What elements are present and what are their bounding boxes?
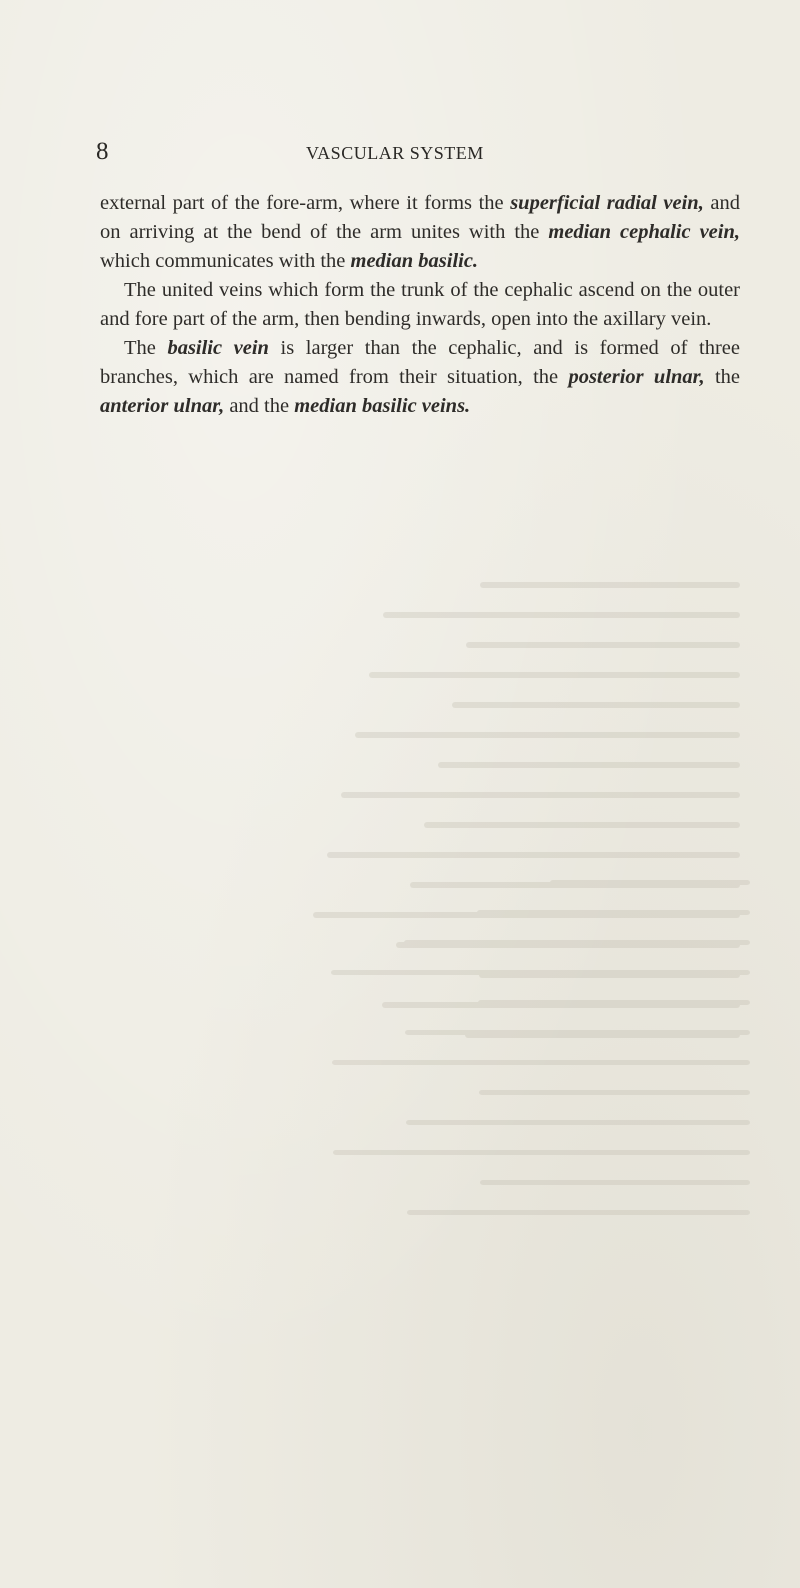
text-run: external part of the fore-arm, where it forms the — [100, 192, 511, 214]
bleed-line — [369, 672, 740, 678]
bleed-line — [407, 1210, 750, 1215]
text-run: The united veins which form the trunk of the cephalic ascend on the outer and fore part of the arm, then bending inwards, open into the axillary vein. — [100, 279, 740, 330]
bleed-line — [478, 1000, 750, 1005]
bleed-line — [438, 762, 740, 768]
bleed-line — [477, 910, 750, 915]
page-number: 8 — [96, 138, 109, 165]
bleed-line — [355, 732, 740, 738]
bleed-line — [550, 880, 750, 885]
text-run: is larger than the cephalic, and is formed of three branches, which are named from their situation, the — [100, 337, 740, 388]
italic-term: basilic vein — [167, 337, 269, 359]
bleed-line — [479, 972, 740, 978]
body-text — [100, 189, 740, 421]
bleed-line — [331, 970, 750, 975]
bleed-line — [466, 642, 740, 648]
paragraph-3 — [100, 334, 740, 421]
bleed-line — [480, 582, 740, 588]
text-run: and on arriving at the bend of the arm unites with the — [100, 192, 740, 243]
bleed-line — [405, 1030, 750, 1035]
bleed-line — [406, 1120, 750, 1125]
text-run: and the — [224, 395, 295, 417]
italic-term: anterior ulnar, — [100, 395, 225, 417]
italic-term: median basilic. — [350, 250, 479, 272]
italic-term: median basilic veins. — [294, 395, 471, 417]
running-head: VASCULAR SYSTEM — [306, 143, 484, 163]
bleed-line — [410, 882, 740, 888]
paragraph-2 — [100, 276, 740, 334]
bleed-line — [396, 942, 740, 948]
bleed-line — [480, 1180, 750, 1185]
page-header — [96, 139, 736, 165]
bleed-line — [341, 792, 740, 798]
italic-term: superficial radial vein, — [510, 192, 704, 214]
bleed-line — [465, 1032, 740, 1038]
bleed-line — [404, 940, 750, 945]
text-run: which communicates with the — [100, 250, 351, 272]
bleed-line — [452, 702, 740, 708]
bleed-line — [327, 852, 740, 858]
text-run: The — [124, 337, 168, 359]
bleed-line — [383, 612, 740, 618]
bleed-line — [479, 1090, 750, 1095]
italic-term: median cephalic vein, — [548, 221, 740, 243]
paragraph-1 — [100, 189, 740, 276]
bleed-line — [424, 822, 740, 828]
bleed-line — [333, 1150, 750, 1155]
bleed-line — [332, 1060, 750, 1065]
text-run: the — [704, 366, 741, 388]
bleed-line — [313, 912, 740, 918]
bleed-line — [382, 1002, 740, 1008]
italic-term: posterior ulnar, — [568, 366, 705, 388]
